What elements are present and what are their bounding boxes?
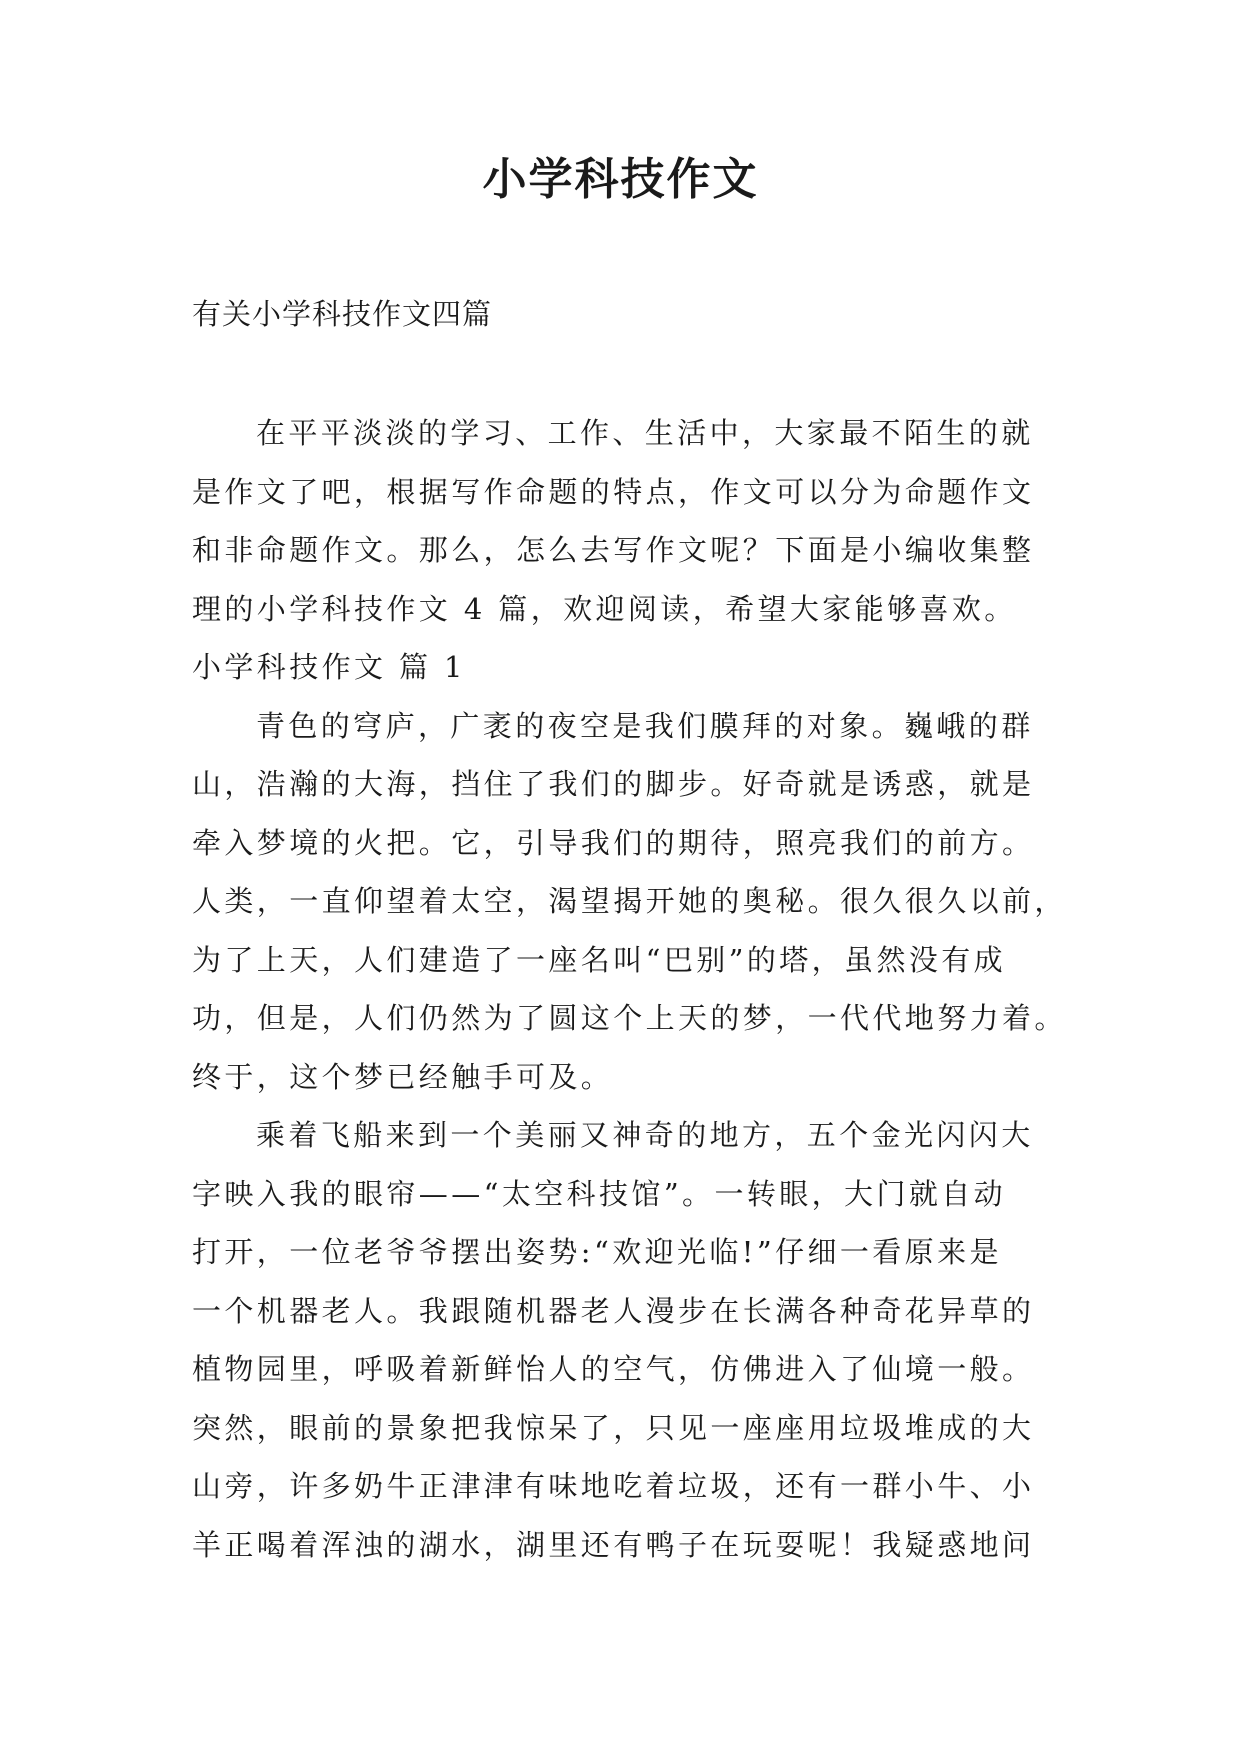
text-line: 突然，眼前的景象把我惊呆了，只见一座座用垃圾堆成的大 bbox=[192, 1410, 1035, 1445]
text-line: 牵入梦境的火把。它，引导我们的期待，照亮我们的前方。 bbox=[192, 825, 1035, 860]
text-line: 是作文了吧，根据写作命题的特点，作文可以分为命题作文 bbox=[192, 474, 1035, 509]
text-line: 打开，一位老爷爷摆出姿势:“欢迎光临!”仔细一看原来是 bbox=[192, 1235, 1002, 1269]
text-line: 一个机器老人。我跟随机器老人漫步在长满各种奇花异草的 bbox=[192, 1293, 1035, 1328]
document-subtitle: 有关小学科技作文四篇 bbox=[192, 297, 493, 331]
text-line: 终于，这个梦已经触手可及。 bbox=[192, 1059, 614, 1094]
text-line: 和非命题作文。那么，怎么去写作文呢？下面是小编收集整 bbox=[192, 533, 1035, 567]
text-line: 山，浩瀚的大海，挡住了我们的脚步。好奇就是诱惑，就是 bbox=[192, 767, 1035, 801]
text-line: 小学科技作文 篇 1 bbox=[192, 650, 466, 684]
text-line: 山旁，许多奶牛正津津有味地吃着垃圾，还有一群小牛、小 bbox=[192, 1469, 1035, 1503]
text-line: 功，但是，人们仍然为了圆这个上天的梦，一代代地努力着。 bbox=[192, 1001, 1067, 1035]
text-line: 理的小学科技作文 4 篇，欢迎阅读，希望大家能够喜欢。 bbox=[192, 591, 1017, 626]
text-line: 人类，一直仰望着太空，渴望揭开她的奥秘。很久很久以前， bbox=[192, 884, 1067, 918]
document-body bbox=[192, 404, 1067, 1574]
text-line: 青色的穹庐，广袤的夜空是我们膜拜的对象。巍峨的群 bbox=[256, 708, 1034, 743]
text-line: 乘着飞船来到一个美丽又神奇的地方，五个金光闪闪大 bbox=[256, 1118, 1034, 1152]
text-line: 羊正喝着浑浊的湖水，湖里还有鸭子在玩耍呢！我疑惑地问 bbox=[192, 1527, 1035, 1562]
document-title: 小学科技作文 bbox=[482, 154, 759, 205]
text-line: 为了上天，人们建造了一座名叫“巴别”的塔，虽然没有成 bbox=[192, 942, 1007, 977]
text-line: 在平平淡淡的学习、工作、生活中，大家最不陌生的就 bbox=[256, 416, 1034, 450]
text-line: 字映入我的眼帘——“太空科技馆”。一转眼，大门就自动 bbox=[192, 1176, 1007, 1211]
text-line: 植物园里，呼吸着新鲜怡人的空气，仿佛进入了仙境一般。 bbox=[192, 1352, 1035, 1386]
